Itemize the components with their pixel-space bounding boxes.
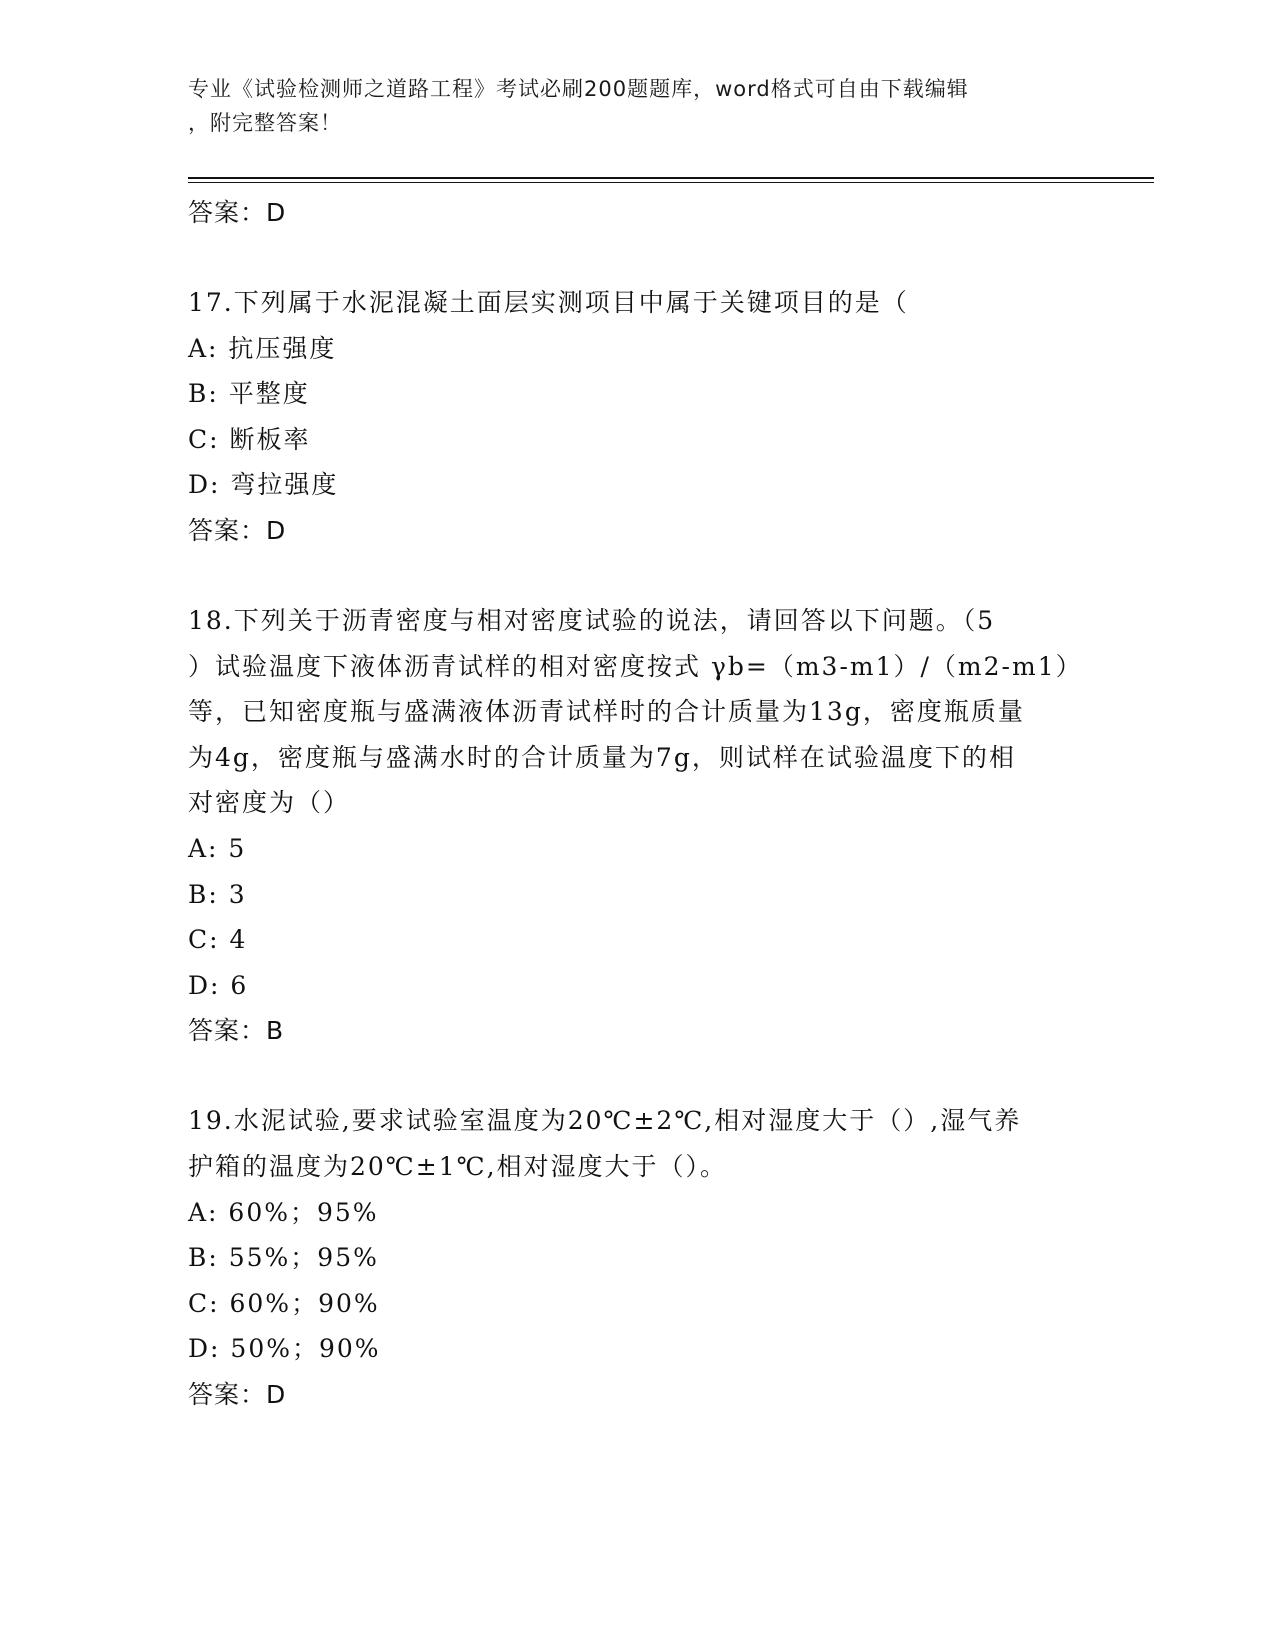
header-rule-thick	[188, 177, 1154, 179]
question-stem-line: 18.下列关于沥青密度与相对密度试验的说法，请回答以下问题。（5	[188, 605, 996, 635]
option-b: B: 平整度	[188, 379, 310, 409]
option-d: D: 弯拉强度	[188, 470, 339, 500]
option-a: A: 5	[188, 833, 247, 863]
option-d: D: 50%；90%	[188, 1334, 381, 1364]
answer-line: 答案：B	[188, 1016, 285, 1046]
option-a: A: 60%；95%	[188, 1197, 379, 1227]
option-a: A: 抗压强度	[188, 333, 337, 363]
question-stem-line: 对密度为（）	[188, 788, 351, 818]
document-header	[188, 72, 1088, 140]
question-stem-line: 17.下列属于水泥混凝土面层实测项目中属于关键项目的是（	[188, 288, 909, 317]
document-body	[188, 190, 1088, 1418]
option-c: C: 断板率	[188, 424, 311, 454]
spacer	[188, 236, 1088, 280]
option-b: B: 55%；95%	[188, 1243, 379, 1273]
option-b: B: 3	[188, 879, 247, 909]
question-stem-line: 等，已知密度瓶与盛满液体沥青试样时的合计质量为13g，密度瓶质量	[188, 697, 1025, 727]
answer-line: 答案：D	[188, 515, 287, 545]
spacer	[188, 554, 1088, 598]
option-d: D: 6	[188, 970, 249, 1000]
question-stem-line: 护箱的温度为20℃±1℃,相对湿度大于（）。	[188, 1151, 728, 1181]
option-c: C: 60%；90%	[188, 1288, 380, 1318]
option-c: C: 4	[188, 925, 248, 955]
question-block	[188, 598, 1088, 1054]
answer-line: 答案：D	[188, 1379, 287, 1409]
question-stem-line: ）试验温度下液体沥青试样的相对密度按式 γb=（m3-m1）/（m2-m1）	[188, 651, 1083, 681]
question-block	[188, 280, 1088, 554]
header-line-1: 专业《试验检测师之道路工程》考试必刷200题题库，word格式可自由下载编辑	[188, 77, 969, 101]
question-stem-line: 19.水泥试验,要求试验室温度为20℃±2℃,相对湿度大于（）,湿气养	[188, 1106, 1022, 1136]
answer-line: 答案：D	[188, 198, 287, 227]
header-line-2: ，附完整答案！	[188, 111, 342, 135]
spacer	[188, 1054, 1088, 1098]
question-stem-line: 为4g，密度瓶与盛满水时的合计质量为7g，则试样在试验温度下的相	[188, 742, 1016, 772]
header-rule-thin	[188, 182, 1154, 183]
question-block	[188, 1098, 1088, 1418]
